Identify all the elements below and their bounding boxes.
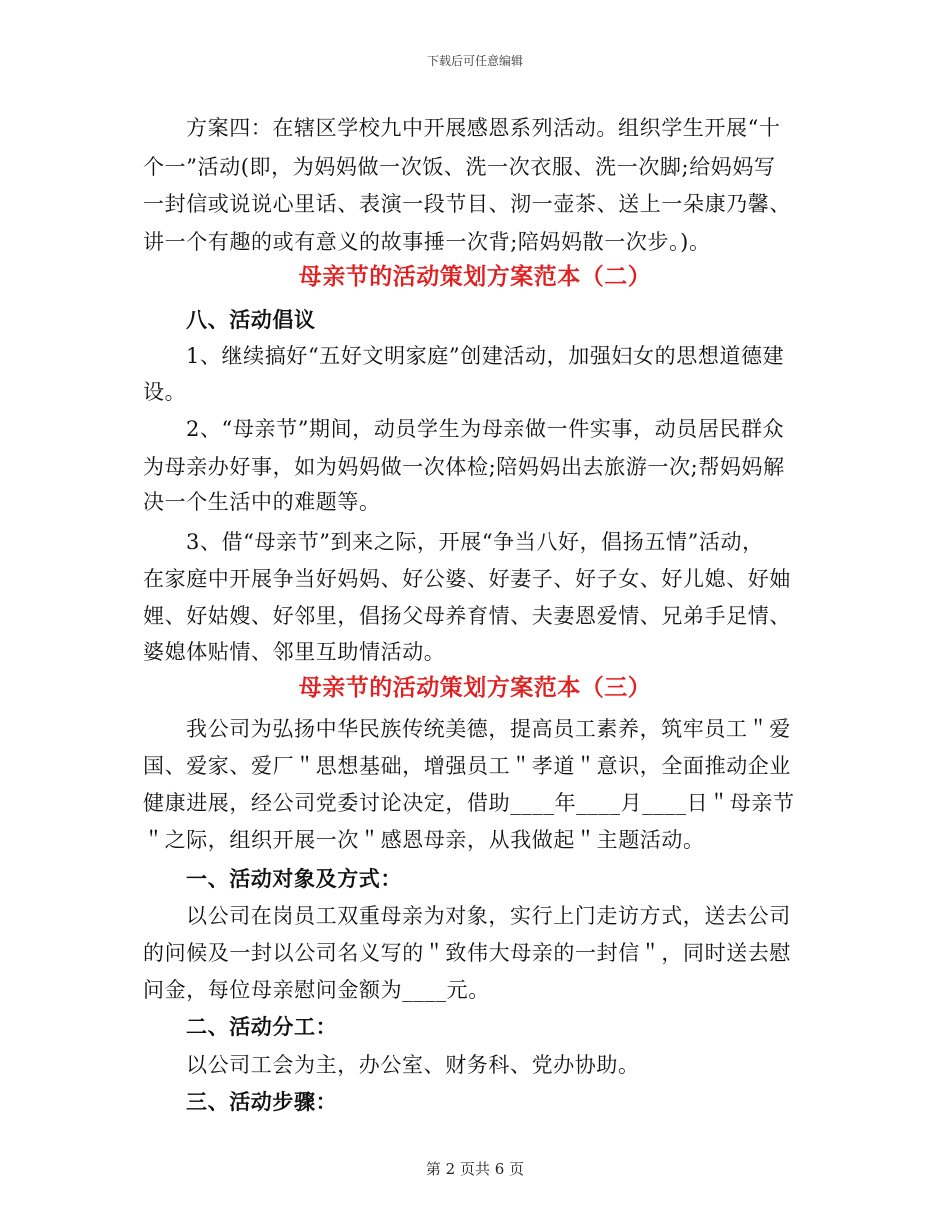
section-heading: 八、活动倡议	[186, 307, 316, 332]
paragraph-line: 2、“母亲节”期间，动员学生为母亲做一件实事，动员居民群众	[186, 417, 785, 441]
paragraph-line: 方案四：在辖区学校九中开展感恩系列活动。组织学生开展“十	[186, 116, 781, 140]
paragraph-line: 以公司在岗员工双重母亲为对象，实行上门走访方式，送去公司	[186, 904, 791, 928]
paragraph-line: 我公司为弘扬中华民族传统美德，提高员工素养，筑牢员工＂爱	[186, 717, 791, 741]
paragraph-line: 问金，每位母亲慰问金额为____元。	[143, 978, 490, 1002]
paragraph-line: 决一个生活中的难题等。	[143, 490, 381, 514]
paragraph-line: 在家庭中开展争当好妈妈、好公婆、好妻子、好子女、好儿媳、好妯	[143, 567, 791, 591]
paragraph-line: 娌、好姑嫂、好邻里，倡扬父母养育情、夫妻恩爱情、兄弟手足情、	[143, 604, 791, 628]
section-title: 母亲节的活动策划方案范本（三）	[298, 674, 652, 701]
paragraph-line: ＂之际，组织开展一次＂感恩母亲，从我做起＂主题活动。	[143, 828, 705, 852]
section-title: 母亲节的活动策划方案范本（二）	[298, 263, 652, 290]
paragraph-line: 健康进展，经公司党委讨论决定，借助____年____月____日＂母亲节	[143, 791, 795, 815]
paragraph-line: 讲一个有趣的或有意义的故事捶一次背;陪妈妈散一次步。)。	[143, 230, 711, 254]
paragraph-line: 以公司工会为主，办公室、财务科、党办协助。	[186, 1053, 640, 1077]
paragraph-line: 为母亲办好事，如为妈妈做一次体检;陪妈妈出去旅游一次;帮妈妈解	[143, 455, 785, 479]
paragraph-line: 的问候及一封以公司名义写的＂致伟大母亲的一封信＂，同时送去慰	[143, 941, 791, 965]
paragraph-line: 3、借“母亲节”到来之际，开展“争当八好，倡扬五情”活动，	[186, 530, 764, 554]
paragraph-line: 设。	[143, 380, 187, 404]
paragraph-line: 个一”活动(即，为妈妈做一次饭、洗一次衣服、洗一次脚;给妈妈写	[143, 155, 776, 179]
section-heading: 三、活动步骤：	[186, 1089, 338, 1114]
paragraph-line: 婆媳体贴情、邻里互助情活动。	[143, 640, 446, 664]
paragraph-line: 一封信或说说心里话、表演一段节目、沏一壶茶、送上一朵康乃馨、	[143, 192, 791, 216]
page-header: 下载后可任意编辑	[426, 54, 523, 68]
paragraph-line: 国、爱家、爱厂＂思想基础，增强员工＂孝道＂意识，全面推动企业	[143, 754, 791, 778]
section-heading: 一、活动对象及方式：	[186, 866, 402, 891]
section-heading: 二、活动分工：	[186, 1014, 338, 1039]
paragraph-line: 1、继续搞好“五好文明家庭”创建活动，加强妇女的思想道德建	[186, 344, 785, 368]
page-footer: 第 2 页共 6 页	[425, 1160, 525, 1178]
